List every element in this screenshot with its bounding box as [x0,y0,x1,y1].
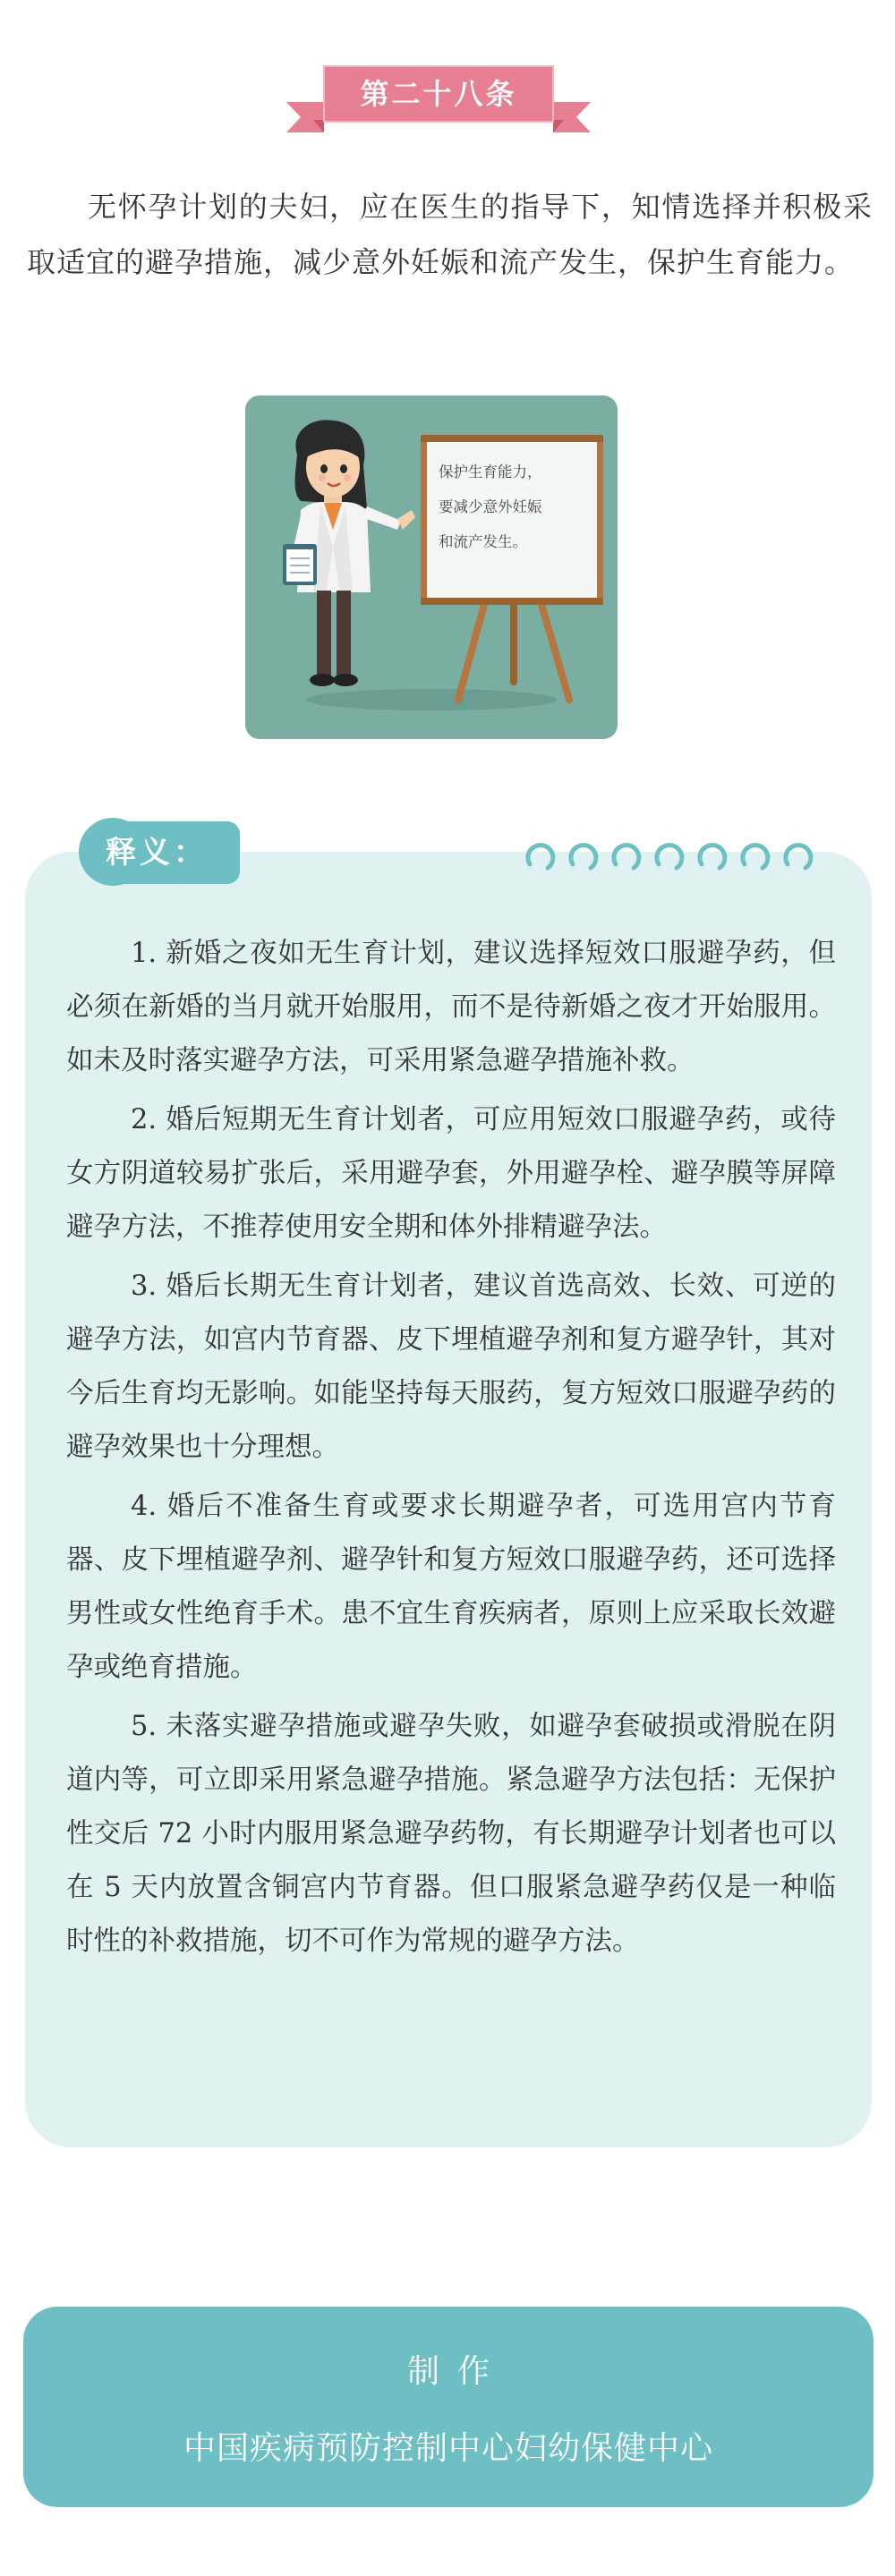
explanation-paragraph: 5. 未落实避孕措施或避孕失败，如避孕套破损或滑脱在阴道内等，可立即采用紧急避孕措施。紧急避孕方法包括：无保护性交后 72 小时内服用紧急避孕药物，有长期避孕计划者也可以在 5 天内放置含铜宫内节育器。但口服紧急避孕药仅是一种临时性的补救措施，切不可作为常规的避孕方法。 [66,1711,836,1957]
explanation-paragraph: 1. 新婚之夜如无生育计划，建议选择短效口服避孕药，但必须在新婚的当月就开始服用，而不是待新婚之夜才开始服用。如未及时落实避孕方法，可采用紧急避孕措施补救。 [66,938,836,1076]
explanation-text [66,927,836,1974]
doctor-illustration [245,395,618,739]
producer-footer [23,2307,874,2507]
article-title: 第二十八条 [360,77,517,111]
explanation-paragraph: 3. 婚后长期无生育计划者，建议首选高效、长效、可逆的避孕方法，如宫内节育器、皮下埋植避孕剂和复方避孕针，其对今后生育均无影响。如能坚持每天服药，复方短效口服避孕药的避孕效果也十分理想。 [66,1271,836,1463]
article-title-ribbon [283,64,594,136]
explanation-paragraph: 4. 婚后不准备生育或要求长期避孕者，可选用宫内节育器、皮下埋植避孕剂、避孕针和复方短效口服避孕药，还可选择男性或女性绝育手术。患不宜生育疾病者，原则上应采取长效避孕或绝育措施。 [66,1491,836,1683]
explanation-paragraph: 2. 婚后短期无生育计划者，可应用短效口服避孕药，或待女方阴道较易扩张后，采用避孕套，外用避孕栓、避孕膜等屏障避孕方法，不推荐使用安全期和体外排精避孕法。 [66,1104,836,1243]
board-line: 保护生育能力， [439,463,542,480]
footer-organization: 中国疾病预防控制中心妇幼保健中心 [183,2430,713,2467]
doctor-with-board-image [245,395,618,739]
board-line: 要减少意外妊娠 [439,498,542,515]
article-intro: 无怀孕计划的夫妇，应在医生的指导下，知情选择并积极采取适宜的避孕措施，减少意外妊娠和流产发生，保护生育能力。 [27,190,873,279]
board-text [439,455,591,559]
explanation-label: 释义： [106,835,208,871]
footer-heading: 制作 [406,2353,507,2390]
board-line: 和流产发生。 [439,533,527,550]
swirl-decoration-icon [519,837,823,877]
